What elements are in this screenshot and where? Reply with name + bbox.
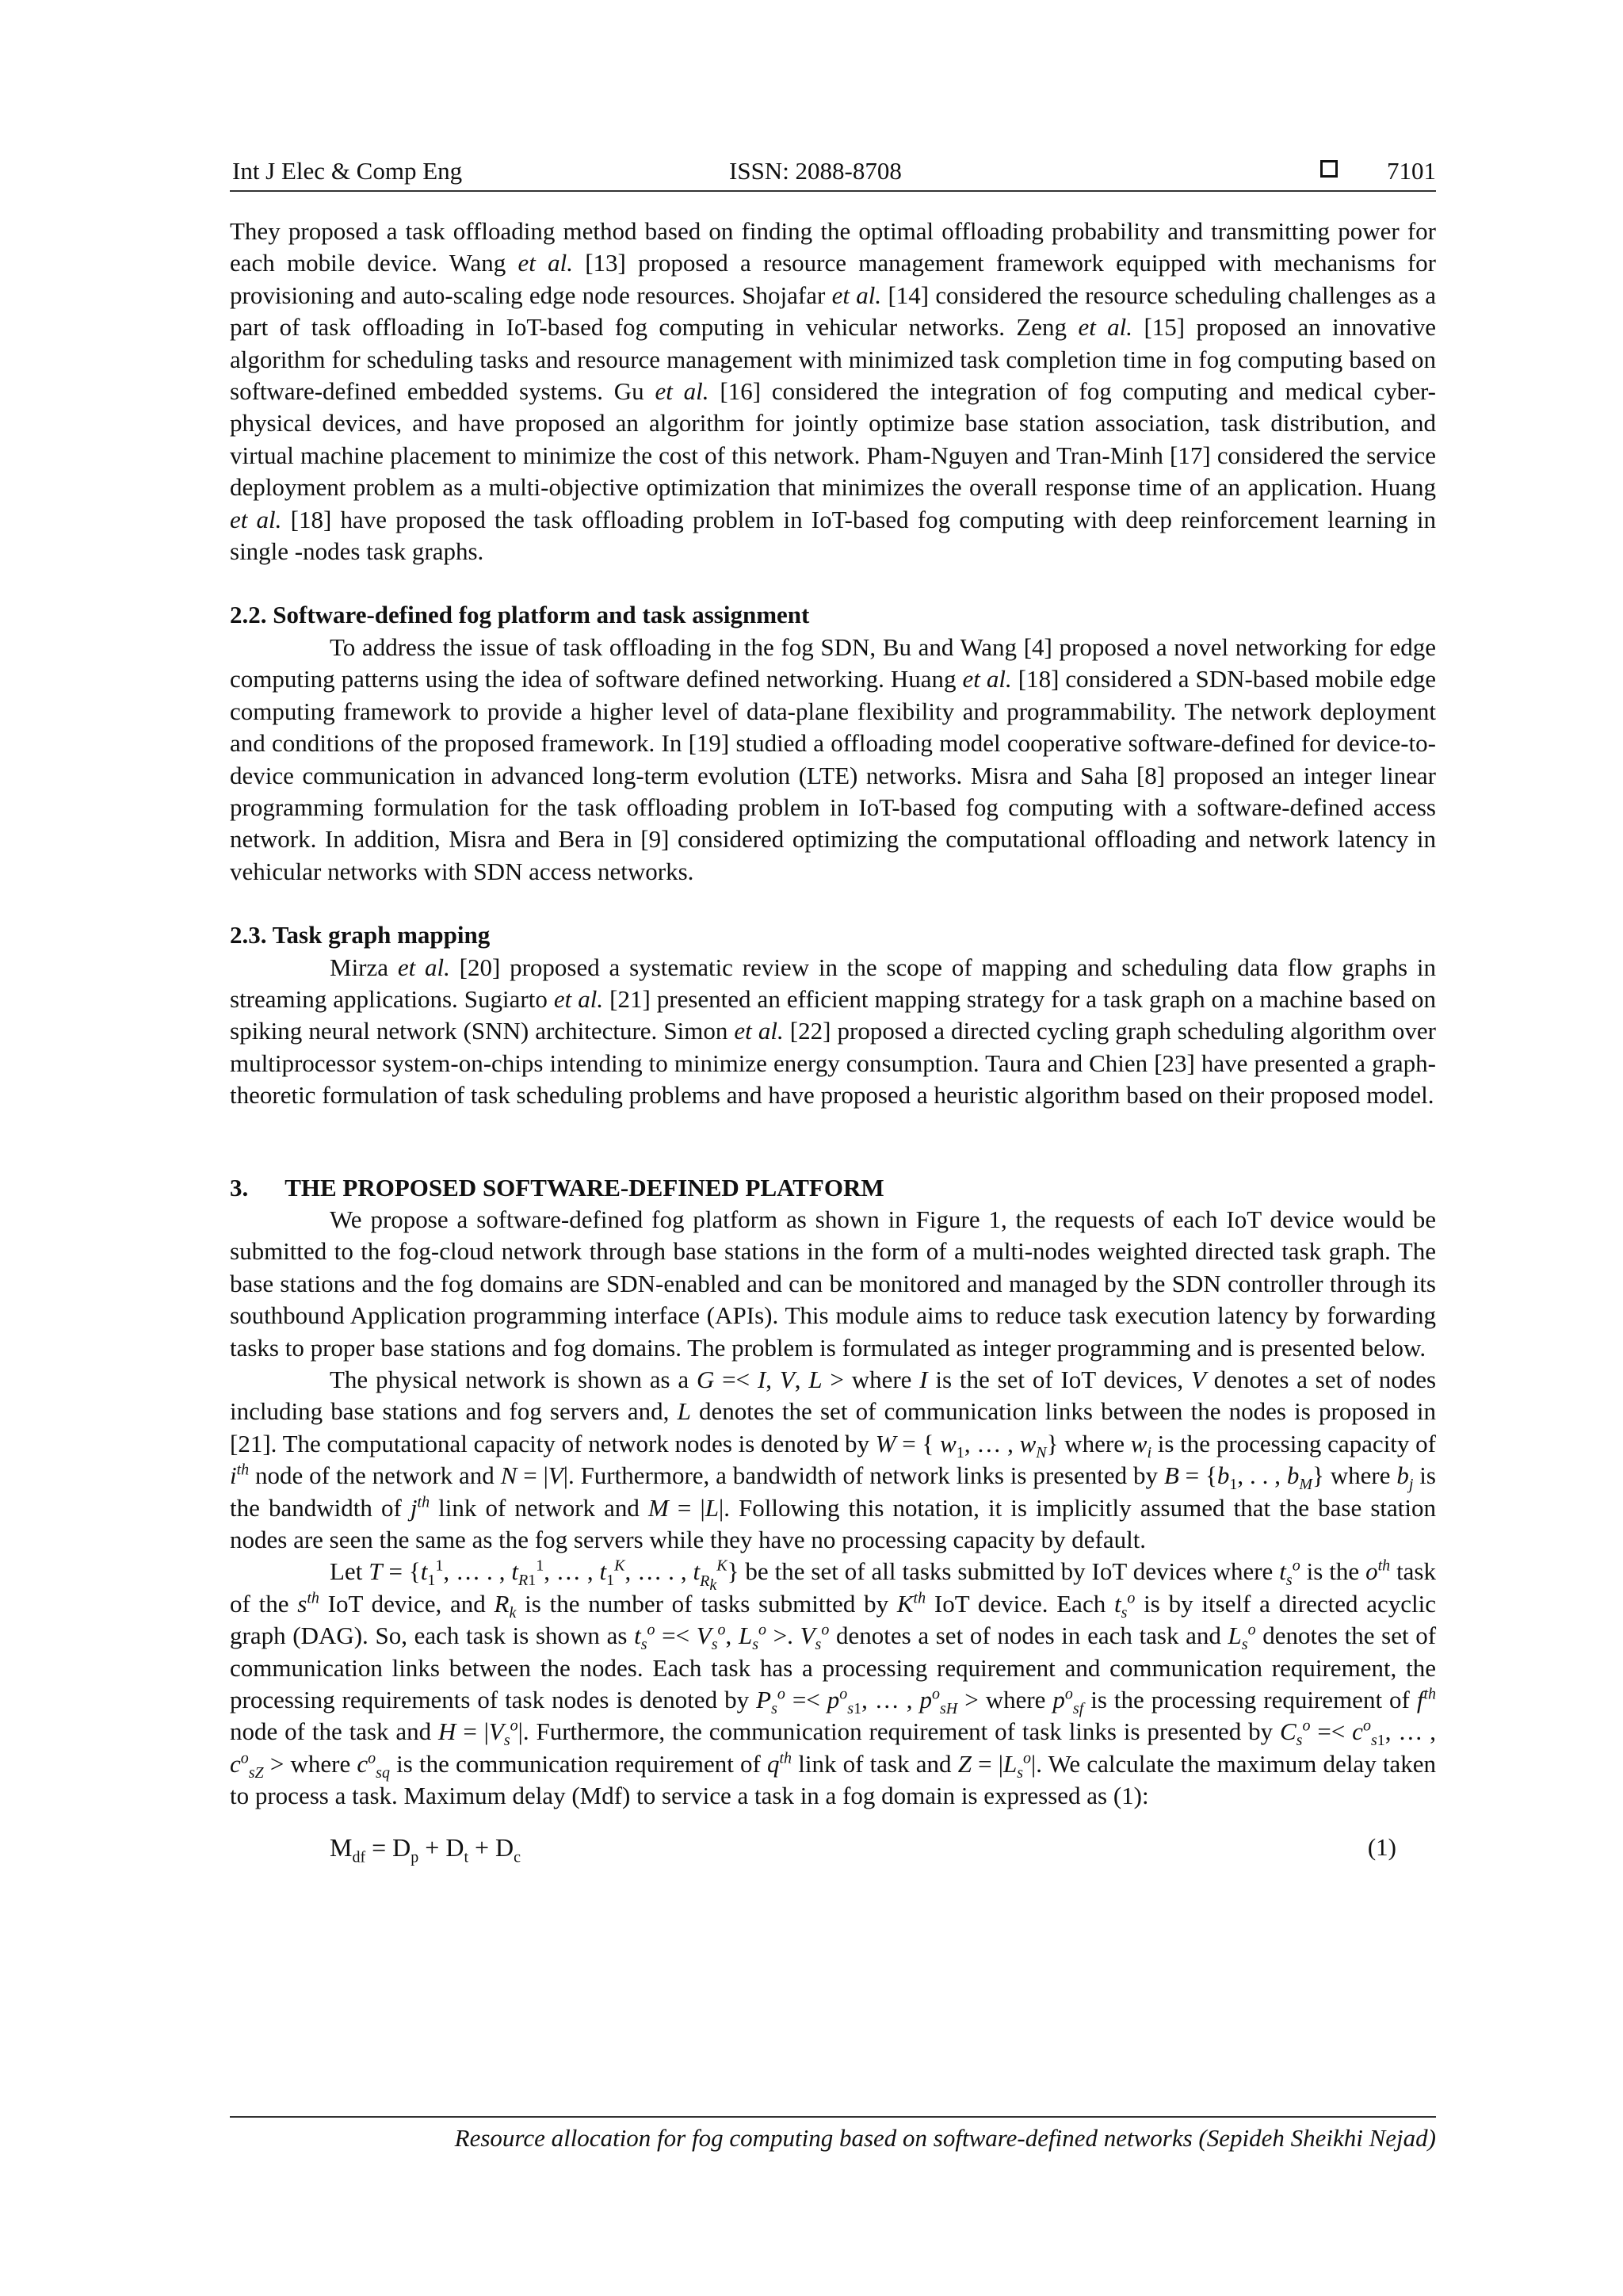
page-number: 7101 <box>1387 157 1436 185</box>
running-header <box>230 155 1436 192</box>
issn: ISSN: 2088-8708 <box>729 157 902 185</box>
equation-body: $M_{df} = D_p + D_t + D_c$ <box>330 1832 521 1866</box>
paragraph-task-model: Let $T = \{t_1^1$, … . , $t_{R1}^1$, … , $t_1^K$, … . , $t_{R_k}^K$} be the set of all tasks submitted by IoT devices where $t_s^o$ is the $o^{th}$ task of the $s^{th}$ IoT device, and $R_k$ is the number of tasks submitted by $K^{th}$ IoT device. Each $t_s^o$ is by itself a directed acyclic graph (DAG). So, each task is shown as $t_s^o =< V_s^o$, $L_s^o$ >. $V_s^o$ denotes a set of nodes in each task and $L_s^o$ denotes the set of communication links between the nodes. Each task has a processing requirement and communication requirement, the processing requirements of task nodes is denoted by $P_s^o =< p^o_{s1}$, … , $p^o_{sH}$ > where $p^o_{sf}$ is the processing requirement of $f^{th}$ node of the task and $H = |V_s^o|$. Furthermore, the communication requirement of task links is presented by $C_s^o =< c^o_{s1}$, … , $c^o_{sZ}$ > where $c^o_{sq}$ is the communication requirement of $q^{th}$ link of task and $Z = |L_s^o|$. We calculate the maximum delay taken to process a task. Maximum delay (Mdf) to service a task in a fog domain is expressed as (1): <box>230 1557 1437 1810</box>
section-heading-2-2: 2.2. Software-defined fog platform and task assignment <box>230 601 810 629</box>
running-footer: Resource allocation for fog computing based on software-defined networks (Sepideh Sheikhi Nejad) <box>454 2124 1436 2152</box>
paragraph-related-work: They proposed a task offloading method based on finding the optimal offloading probability and transmitting power for each mobile device. Wang et al. [13] proposed a resource management framework equipped with mechanisms for provisioning and auto-scaling edge node resources. Shojafar et al. [14] considered the resource scheduling challenges as a part of task offloading in IoT-based fog computing in vehicular networks. Zeng et al. [15] proposed an innovative algorithm for scheduling tasks and resource management with minimized task completion time in fog computing based on software-defined embedded systems. Gu et al. [16] considered the integration of fog computing and medical cyber-physical devices, and have proposed an algorithm for jointly optimize base station association, task distribution, and virtual machine placement to minimize the cost of this network. Pham-Nguyen and Tran-Minh [17] considered the service deployment problem as a multi-objective optimization that minimizes the overall response time of an application. Huang et al. [18] have proposed the task offloading problem in IoT-based fog computing with deep reinforcement learning in single -nodes task graphs. <box>230 217 1436 566</box>
journal-name: Int J Elec & Comp Eng <box>232 157 463 185</box>
square-icon <box>1320 160 1338 178</box>
section-heading-2-3: 2.3. Task graph mapping <box>230 921 491 949</box>
paragraph-2-2: To address the issue of task offloading in the fog SDN, Bu and Wang [4] proposed a novel networking for edge computing patterns using the idea of software defined networking. Huang et al. [18] considered a SDN-based mobile edge computing framework to provide a higher level of data-plane flexibility and programmability. The network deployment and conditions of the proposed framework. In [19] studied a offloading model cooperative software-defined for device-to-device communication in advanced long-term evolution (LTE) networks. Misra and Saha [8] proposed an integer linear programming formulation for the task offloading problem in IoT-based fog computing with a software-defined access network. In addition, Misra and Bera in [9] considered optimizing the computational offloading and network latency in vehicular networks with SDN access networks. <box>230 632 1436 885</box>
paragraph-2-3: Mirza et al. [20] proposed a systematic review in the scope of mapping and scheduling data flow graphs in streaming applications. Sugiarto et al. [21] presented an efficient mapping strategy for a task graph on a machine based on spiking neural network (SNN) architecture. Simon et al. [22] proposed a directed cycling graph scheduling algorithm over multiprocessor system-on-chips intending to minimize energy consumption. Taura and Chien [23] have presented a graph-theoretic formulation of task scheduling problems and have proposed a heuristic algorithm based on their proposed model. <box>230 953 1436 1110</box>
paragraph-3-intro: We propose a software-defined fog platform as shown in Figure 1, the requests of each IoT device would be submitted to the fog-cloud network through base stations in the form of a multi-nodes weighted directed task graph. The base stations and the fog domains are SDN-enabled and can be monitored and managed by the SDN controller through its southbound Application programming interface (APIs). This module aims to reduce task execution latency by forwarding tasks to proper base stations and fog domains. The problem is formulated as integer programming and is presented below. <box>230 1205 1436 1362</box>
body-text <box>230 216 1436 1873</box>
footer-rule <box>230 2116 1436 2118</box>
section-heading-3: 3. THE PROPOSED SOFTWARE-DEFINED PLATFORM <box>230 1173 884 1201</box>
paragraph-physical-network: The physical network is shown as a G =< I, V, L > where I is the set of IoT devices, V denotes a set of nodes including base stations and fog servers and, L denotes the set of communication links between the nodes is proposed in [21]. The computational capacity of network nodes is denoted by W = { $w_1$, … , $w_N$} where $w_i$ is the processing capacity of $i^{th}$ node of the network and N = |V|. Furthermore, a bandwidth of network links is presented by $B = \{b_1$, . . , $b_M$} where $b_j$ is the bandwidth of $j^{th}$ link of network and M = |L|. Following this notation, it is implicitly assumed that the base station nodes are seen the same as the fog servers while they have no processing capacity by default. <box>230 1366 1437 1554</box>
equation-1 <box>230 1825 1436 1873</box>
equation-number: (1) <box>1367 1832 1396 1861</box>
